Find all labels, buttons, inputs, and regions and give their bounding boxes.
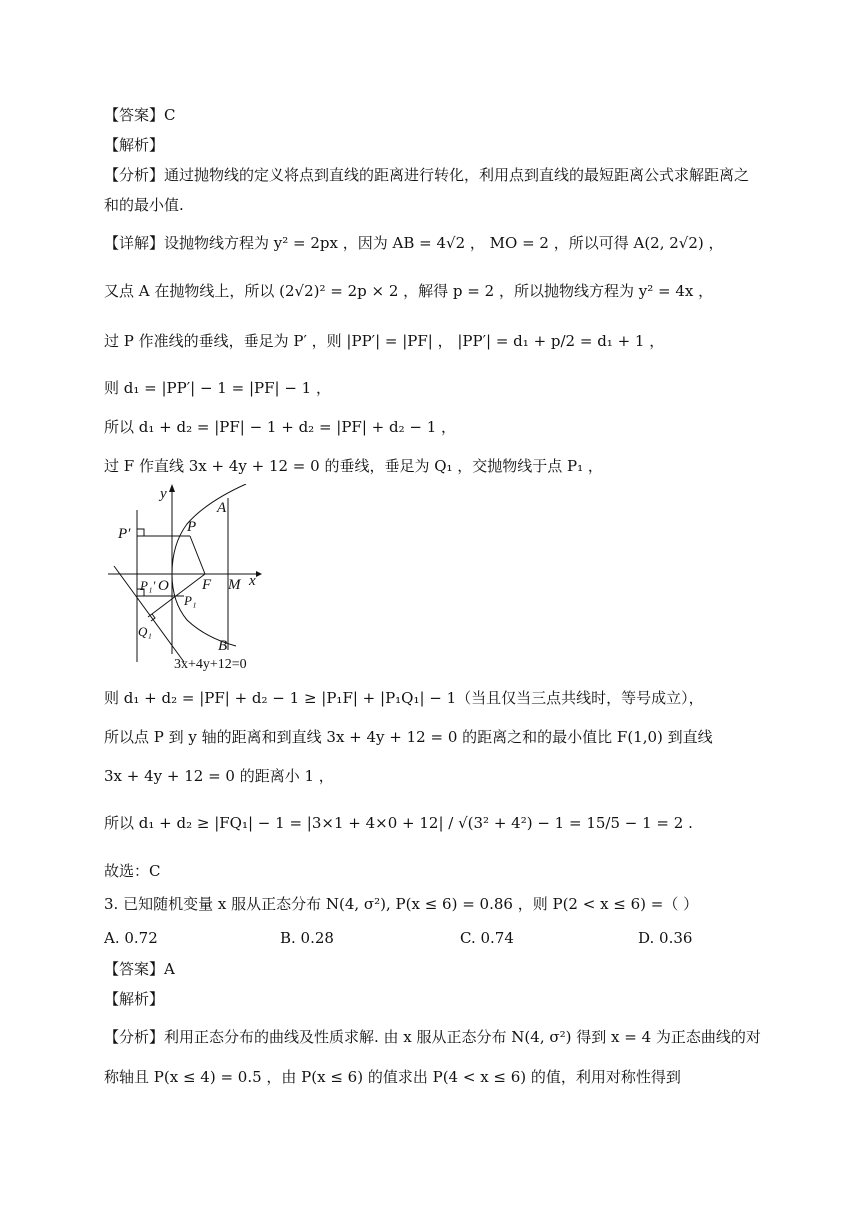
detail-line: 所以 d₁ + d₂ = |PF| − 1 + d₂ = |PF| + d₂ − 1 ，: [104, 418, 457, 436]
option-c: C. 0.74: [460, 929, 514, 947]
detail-line: 则 d₁ + d₂ = |PF| + d₂ − 1 ≥ |P₁F| + |P₁Q₁| − 1（当且仅当三点共线时，等号成立），: [104, 689, 704, 707]
analysis-heading: 【解析】: [104, 990, 165, 1008]
answer-label: 【答案】C: [104, 106, 176, 124]
right-angle-mark: [137, 529, 144, 536]
analysis-text: 和的最小值.: [104, 196, 184, 214]
label-b: B: [218, 638, 228, 654]
analysis-text: 称轴且 P(x ≤ 4) = 0.5 ，由 P(x ≤ 6) 的值求出 P(4 < x ≤ 6) 的值，利用对称性得到: [104, 1068, 681, 1086]
analysis-text: 【分析】利用正态分布的曲线及性质求解. 由 x 服从正态分布 N(4, σ²) 得到 x = 4 为正态曲线的对: [104, 1028, 761, 1046]
detail-line: 过 P 作准线的垂线，垂足为 P′ ，则 |PP′| = |PF| ， |PP′| = d₁ + p/2 = d₁ + 1 ，: [104, 332, 665, 350]
option-b: B. 0.28: [280, 929, 334, 947]
answer-label: 【答案】A: [104, 960, 175, 978]
label-x: x: [249, 573, 256, 589]
y-axis-arrow: [169, 484, 175, 492]
label-p1: P₁: [184, 593, 197, 608]
detail-line: 又点 A 在抛物线上，所以 (2√2)² = 2p × 2 ，解得 p = 2 ，所以抛物线方程为 y² = 4x ，: [104, 282, 714, 300]
label-p: P: [187, 519, 197, 535]
label-f: F: [202, 577, 212, 593]
label-m: M: [228, 577, 241, 593]
question-3: 3. 已知随机变量 x 服从正态分布 N(4, σ²), P(x ≤ 6) = 0.86 ，则 P(2 < x ≤ 6) =（ ）: [104, 895, 699, 913]
analysis-heading: 【解析】: [104, 136, 165, 154]
detail-line: 所以点 P 到 y 轴的距离和到直线 3x + 4y + 12 = 0 的距离之和的最小值比 F(1,0) 到直线: [104, 728, 713, 746]
detail-line: 则 d₁ = |PP′| − 1 = |PF| − 1 ，: [104, 379, 331, 397]
label-y: y: [160, 486, 167, 502]
conclusion: 故选：C: [104, 862, 161, 880]
option-d: D. 0.36: [638, 929, 693, 947]
parabola-curve: [172, 484, 246, 646]
option-a: A. 0.72: [104, 929, 158, 947]
detail-line: 【详解】设抛物线方程为 y² = 2px ，因为 AB = 4√2 ， MO = 2 ，所以可得 A(2, 2√2) ，: [104, 234, 724, 252]
detail-line: 3x + 4y + 12 = 0 的距离小 1 ，: [104, 767, 334, 785]
detail-line: 过 F 作直线 3x + 4y + 12 = 0 的垂线，垂足为 Q₁ ，交抛物线于点 P₁ ，: [104, 457, 603, 475]
label-line-equation: 3x+4y+12=0: [174, 657, 247, 672]
label-p1-prime: P₁′: [140, 578, 156, 593]
pf-segment: [190, 536, 205, 574]
label-q1: Q₁: [138, 624, 152, 639]
analysis-text: 【分析】通过抛物线的定义将点到直线的距离进行转化，利用点到直线的最短距离公式求解距离之: [104, 166, 750, 184]
label-o: O: [158, 578, 169, 594]
label-p-prime: P′: [118, 526, 131, 542]
x-axis-arrow: [256, 571, 262, 577]
detail-line: 所以 d₁ + d₂ ≥ |FQ₁| − 1 = |3×1 + 4×0 + 12| / √(3² + 4²) − 1 = 15/5 − 1 = 2 .: [104, 814, 693, 832]
parabola-figure: [104, 484, 279, 674]
label-a: A: [217, 500, 227, 516]
